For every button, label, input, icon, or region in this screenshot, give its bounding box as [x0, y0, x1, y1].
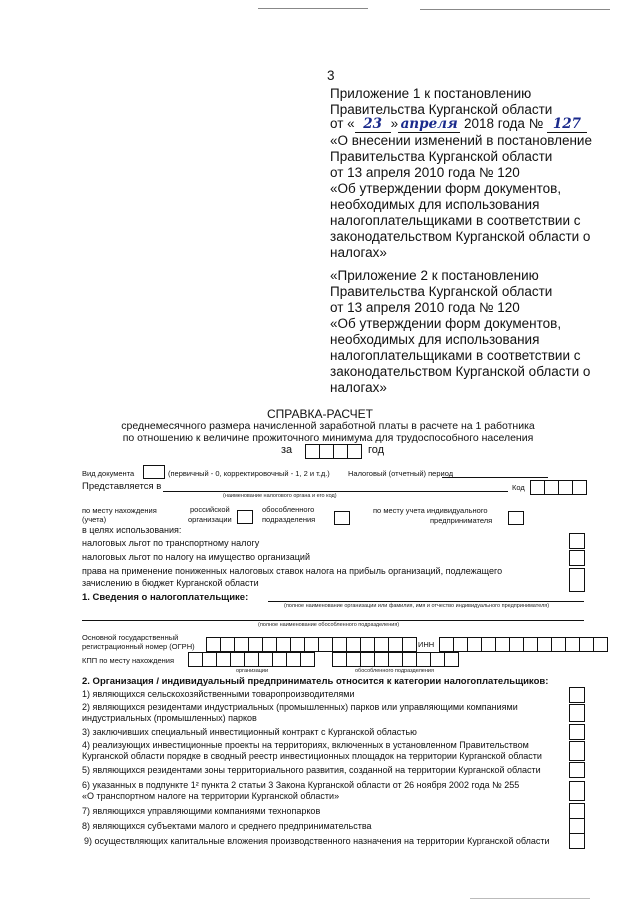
header-line: Правительства Курганской области [330, 284, 553, 299]
form-subtitle: по отношению к величине прожиточного минимума для трудоспособного населения [122, 432, 534, 444]
category-checkbox[interactable] [569, 803, 585, 819]
year-cells[interactable] [305, 444, 361, 459]
purpose-item: налоговых льгот по транспортному налогу [82, 538, 260, 548]
category-item: 9) осуществляющих капитальные вложения производственного назначения на территории Курганской области [84, 836, 550, 846]
category-item: индустриальных (промышленных) парков [82, 713, 257, 723]
kpp-sep-hint: обособленного подразделения [355, 668, 434, 674]
separate-unit-label: обособленного [262, 505, 315, 514]
purpose-item: налоговых льгот по налогу на имущество организаций [82, 552, 310, 562]
taxpayer-name-hint: (полное наименование организации или фамилия, имя и отчество индивидуального предпринимателя) [284, 603, 550, 609]
form-subtitle: среднемесячного размера начисленной заработной платы в расчете на 1 работника [121, 420, 535, 432]
date-month-handwritten: апреля [398, 116, 460, 133]
russian-org-label: российской [190, 505, 230, 514]
scan-artifact [420, 9, 610, 10]
header-line: «Приложение 2 к постановлению [330, 268, 539, 283]
header-line: законодательством Курганской области о [330, 364, 591, 379]
kpp-sep-cells[interactable] [332, 652, 458, 667]
ogrn-label: Основной государственный [82, 633, 179, 642]
inn-label: ИНН [418, 640, 435, 649]
purposes-label: в целях использования: [82, 525, 182, 535]
ogrn-label: регистрационный номер (ОГРН) [82, 642, 195, 651]
header-line: Правительства Курганской области [330, 102, 553, 117]
submitted-to-line[interactable] [163, 491, 508, 492]
section2-title: 2. Организация / индивидуальный предприниматель относится к категории налогоплательщиков: [82, 676, 549, 687]
russian-org-label: организации [188, 515, 232, 524]
year-label-god: год [368, 444, 385, 456]
separate-unit-box[interactable] [334, 511, 350, 525]
header-line: налогоплательщиками в соответствии с [330, 348, 581, 363]
ie-label: по месту учета индивидуального [373, 506, 488, 515]
year-label-za: за [281, 444, 293, 456]
date-day-handwritten: 23 [355, 116, 391, 133]
category-item: «О транспортном налоге на территории Курганской области» [82, 791, 340, 801]
separate-unit-label: подразделения [262, 515, 316, 524]
date-number-handwritten: 127 [547, 116, 587, 133]
category-item: 4) реализующих инвестиционные проекты на территориях, включенных в установленном Правительством [82, 740, 529, 750]
date-mid: » [390, 116, 399, 131]
header-line: «О внесении изменений в постановление [330, 133, 592, 148]
submitted-to-label: Представляется в [82, 481, 162, 492]
kod-label: Код [512, 483, 525, 492]
purpose-checkbox[interactable] [569, 533, 585, 549]
ie-box[interactable] [508, 511, 524, 525]
loc-label: по месту нахождения [82, 506, 157, 515]
purpose-item: права на применение пониженных налоговых ставок налога на прибыль организаций, подлежащего [82, 566, 503, 576]
header-line: необходимых для использования [330, 332, 540, 347]
header-line: от 13 апреля 2010 года № 120 [330, 165, 520, 180]
kpp-label: КПП по месту нахождения [82, 656, 175, 665]
kod-cells[interactable] [530, 480, 586, 495]
category-checkbox[interactable] [569, 781, 585, 801]
category-checkbox[interactable] [569, 687, 585, 703]
category-item: 6) указанных в подпункте 1² пункта 2 статьи 3 Закона Курганской области от 26 ноября 2002 года № 255 [82, 780, 520, 790]
category-checkbox[interactable] [569, 818, 585, 834]
taxpayer-name-line[interactable] [268, 601, 584, 602]
doc-type-label: Вид документа [82, 469, 135, 478]
header-line: от 13 апреля 2010 года № 120 [330, 300, 520, 315]
header-line: «Об утверждении форм документов, [330, 181, 562, 196]
scan-artifact [258, 8, 368, 9]
separate-unit-name-hint: (полное наименование обособленного подразделения) [258, 622, 400, 628]
category-checkbox[interactable] [569, 833, 585, 849]
category-item: 2) являющихся резидентами индустриальных (промышленных) парков или управляющими компаниями [82, 702, 518, 712]
purpose-checkbox[interactable] [569, 568, 585, 592]
header-line: Приложение 1 к постановлению [330, 86, 532, 101]
page-number: 3 [327, 68, 335, 83]
section1-title: 1. Сведения о налогоплательщике: [82, 592, 249, 603]
header-line: законодательством Курганской области о [330, 229, 591, 244]
category-item: 8) являющихся субъектами малого и среднего предпринимательства [82, 821, 372, 831]
purpose-checkbox[interactable] [569, 550, 585, 566]
category-checkbox[interactable] [569, 741, 585, 761]
category-item: 1) являющихся сельскохозяйственными товаропроизводителями [82, 689, 355, 699]
date-year: 2018 года № [463, 116, 544, 131]
header-line: налогах» [330, 245, 387, 260]
submitted-to-hint: (наименование налогового органа и его код) [223, 493, 337, 499]
header-line: Правительства Курганской области [330, 149, 553, 164]
doc-type-box[interactable] [143, 465, 165, 479]
inn-cells[interactable] [439, 637, 607, 652]
category-checkbox[interactable] [569, 704, 585, 722]
header-date-line [330, 116, 587, 133]
purpose-item: зачислению в бюджет Курганской области [82, 578, 259, 588]
header-line: налогоплательщиками в соответствии с [330, 213, 581, 228]
category-item: 3) заключивших специальный инвестиционный контракт с Курганской областью [82, 727, 417, 737]
category-checkbox[interactable] [569, 724, 585, 740]
category-item: 5) являющихся резидентами зоны территориального развития, созданной на территории Курганской области [82, 765, 541, 775]
category-item: 7) являющихся управляющими компаниями технопарков [82, 806, 321, 816]
header-line: налогах» [330, 380, 387, 395]
category-checkbox[interactable] [569, 762, 585, 778]
scan-artifact [470, 898, 590, 899]
category-item: Курганской области порядке в сводный реестр инвестиционных площадок на территории Курганской области [82, 751, 542, 761]
kpp-org-hint: организации [236, 668, 269, 674]
tax-period-line[interactable] [442, 477, 548, 478]
ogrn-cells[interactable] [206, 637, 416, 652]
ie-label: предпринимателя [430, 516, 493, 525]
kpp-org-cells[interactable] [188, 652, 314, 667]
separate-unit-name-line[interactable] [82, 620, 584, 621]
date-prefix: от « [330, 116, 355, 131]
form-title: СПРАВКА-РАСЧЕТ [266, 407, 374, 421]
tax-period-label: Налоговый (отчетный) период [348, 469, 454, 478]
header-line: необходимых для использования [330, 197, 540, 212]
russian-org-box[interactable] [237, 510, 253, 524]
doc-type-hint: (первичный - 0, корректировочный - 1, 2 и т.д.) [168, 469, 330, 478]
loc-label: (учета) [82, 515, 107, 524]
header-line: «Об утверждении форм документов, [330, 316, 562, 331]
